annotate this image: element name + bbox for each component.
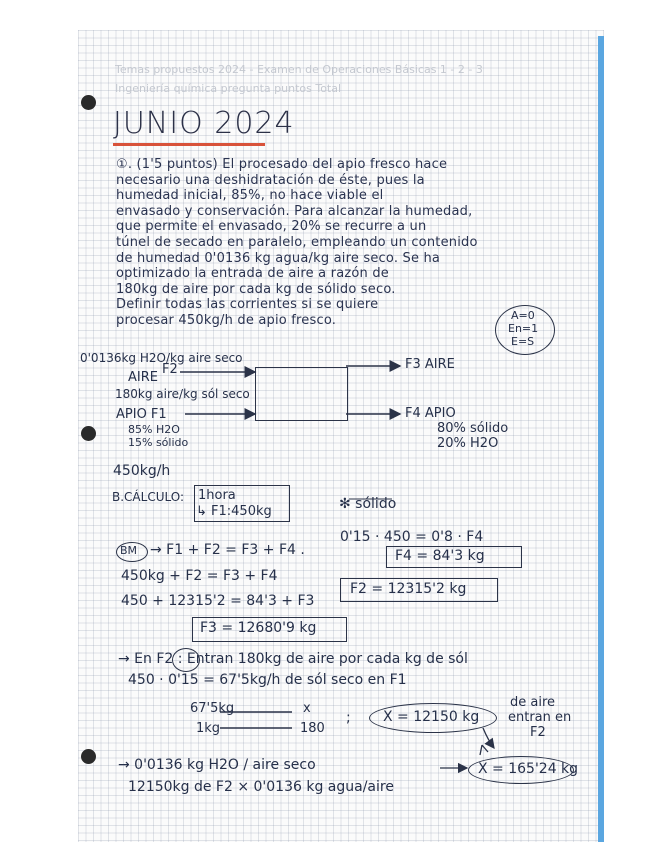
f2-air-label: AIRE — [128, 370, 158, 385]
rule-right-bottom: 180 — [300, 721, 325, 736]
global-balance-eq3: 450 + 12315'2 = 84'3 + F3 — [121, 593, 315, 609]
rule-right-top: x — [303, 701, 311, 716]
problem-line: humedad inicial, 85%, no hace viable el — [116, 188, 384, 204]
drying-tunnel-box — [255, 367, 348, 421]
problem-line: de humedad 0'0136 kg agua/kg aire seco. Se ha — [116, 250, 441, 266]
water-calc-line: 12150kg de F2 × 0'0136 kg agua/aire — [128, 779, 394, 795]
bm-label: BM — [120, 544, 138, 557]
x-air-result: X = 12150 kg — [383, 709, 480, 725]
air-ratio-line: → En F2 : Entran 180kg de aire por cada kg de sól — [118, 651, 468, 667]
problem-line: envasado y conservación. Para alcanzar la humedad, — [116, 203, 473, 219]
f2-stream-label: F2 — [162, 362, 178, 377]
f2-ratio-label: 180kg aire/kg sól seco — [115, 387, 250, 401]
key-generation: En=1 — [508, 322, 539, 335]
page-title: JUNIO 2024 — [113, 106, 295, 141]
f1-stream-label: APIO F1 — [116, 407, 167, 422]
solid-balance-heading: ✻ sólido — [339, 496, 397, 512]
basis-hour: 1hora — [198, 488, 236, 503]
f2-result: F2 = 12315'2 kg — [350, 581, 467, 597]
f4-result: F4 = 84'3 kg — [395, 548, 485, 564]
problem-line: que permite el envasado, 20% se recurre a un — [116, 219, 427, 235]
water-result: X = 165'24 kg — [478, 761, 579, 777]
f1-solid-label: 15% sólido — [128, 436, 189, 449]
problem-line: Definir todas las corrientes si se quiere — [116, 297, 379, 313]
problem-line: optimizado la entrada de aire a razón de — [116, 266, 389, 282]
f4-solid-label: 80% sólido — [437, 421, 509, 436]
f2-circle — [172, 648, 200, 672]
f3-stream-label: F3 AIRE — [405, 357, 455, 372]
problem-line: ①. (1'5 puntos) El procesado del apio fresco hace — [116, 157, 448, 172]
result-arrow-head — [480, 745, 488, 755]
f4-water-label: 20% H2O — [437, 436, 499, 451]
f1-flow-label: 450kg/h — [113, 463, 171, 479]
basis-label: B.CÁLCULO: — [112, 490, 185, 504]
basis-box — [194, 485, 290, 522]
water-content-line: → 0'0136 kg H2O / aire seco — [118, 757, 316, 773]
problem-line: túnel de secado en paralelo, empleando un contenido — [116, 234, 478, 250]
x-note-1: de aire — [510, 695, 556, 710]
problem-line: 180kg de aire por cada kg de sólido seco. — [116, 281, 396, 297]
basis-f1: ↳ F1:450kg — [196, 504, 272, 519]
rule-semicolon: ; — [346, 710, 351, 726]
key-accumulation: A=0 — [511, 309, 535, 322]
x-note-2: entran en — [508, 710, 572, 725]
global-balance-eq1: → F1 + F2 = F3 + F4 . — [150, 542, 305, 558]
x-note-3: F2 — [530, 725, 546, 740]
problem-line: procesar 450kg/h de apio fresco. — [116, 312, 337, 328]
result-arrow — [483, 728, 494, 748]
f1-water-label: 85% H2O — [128, 423, 180, 436]
global-balance-eq2: 450kg + F2 = F3 + F4 — [121, 568, 278, 584]
rule-left-bottom: 1kg — [196, 721, 221, 736]
f2-humidity-label: 0'0136kg H2O/kg aire seco — [80, 351, 243, 365]
rule-left-top: 67'5kg — [190, 701, 235, 716]
problem-line: necesario una deshidratación de éste, pues la — [116, 172, 425, 188]
key-in-out: E=S — [511, 335, 535, 348]
dry-solid-line: 450 · 0'15 = 67'5kg/h de sól seco en F1 — [128, 672, 407, 688]
f3-result: F3 = 12680'9 kg — [200, 620, 317, 636]
bleed-through-text: Temas propuestos 2024 - Examen de Operaciones Básicas 1 - 2 - 3 Ingeniería química pregunta puntos Total — [115, 63, 483, 95]
solid-balance-equation: 0'15 · 450 = 0'8 · F4 — [340, 529, 484, 545]
f4-stream-label: F4 APIO — [405, 406, 456, 421]
